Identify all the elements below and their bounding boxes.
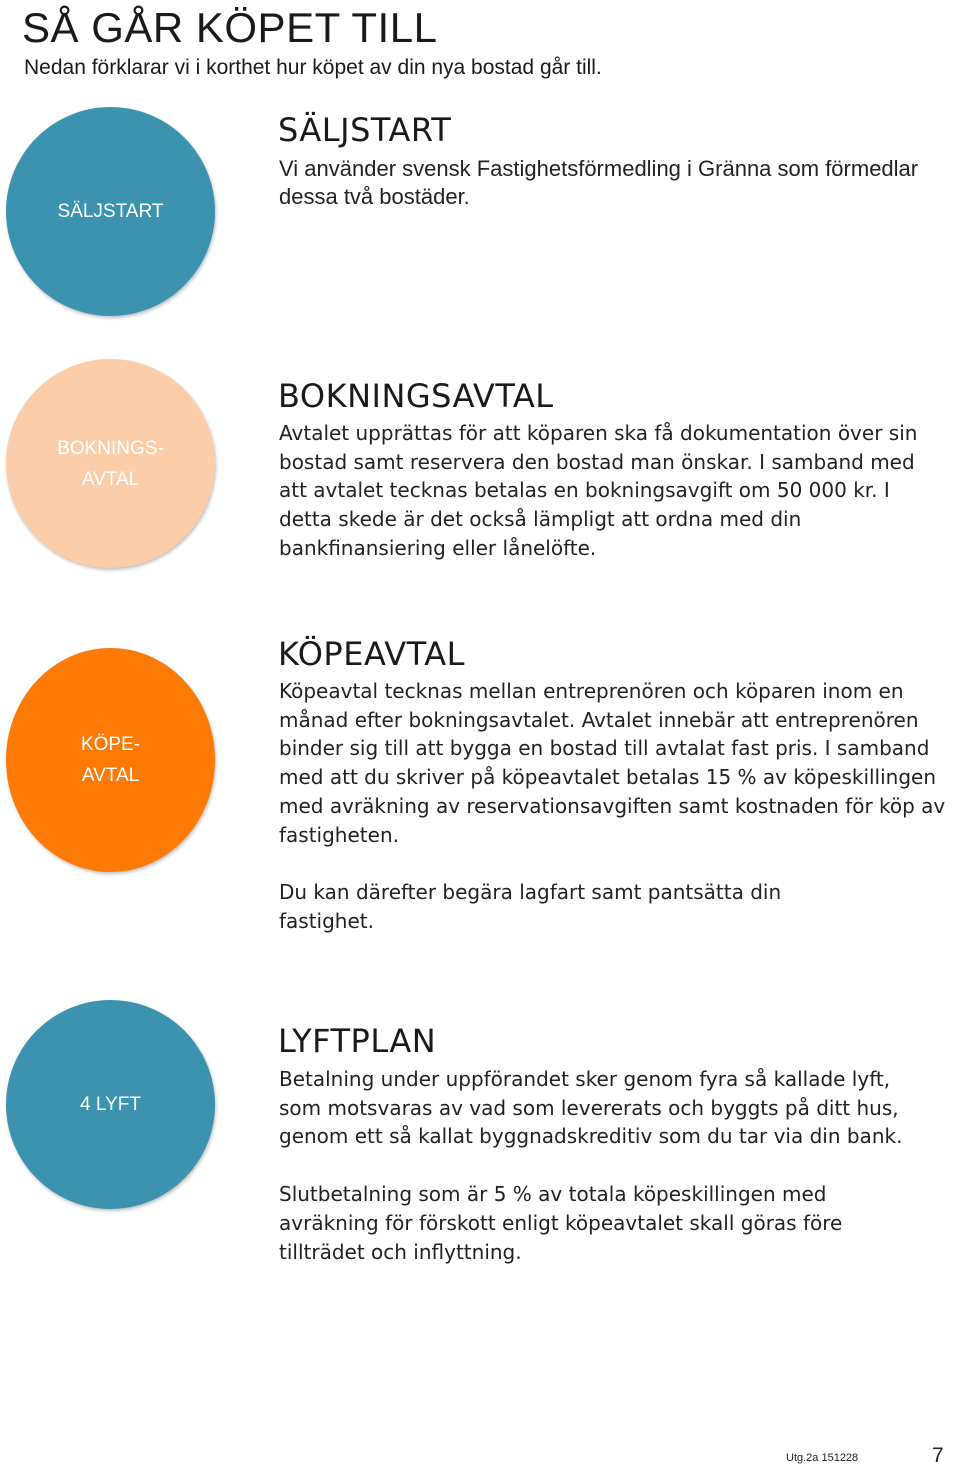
step-text-bokningsavtal [279,419,929,563]
step-paragraph: Du kan därefter begära lagfart samt pantsätta din fastighet. [279,880,782,933]
step-circle-lyftplan [6,1000,215,1209]
step-circle-saljstart [6,107,215,316]
page-number: 7 [932,1444,944,1467]
step-paragraph: Köpeavtal tecknas mellan entreprenören och köparen inom en månad efter bokningsavtalet. Avtalet innebär att entreprenören binder sig till att bygga en bostad till avtalat fast pris. I samband med att du skriver på köpeavtalet betalas 15 % av köpeskillingen med avräkning av reservationsavgiften samt kostnaden för köp av fastigheten. [279,679,946,847]
step-circle-label: KÖPE- AVTAL [80,734,141,786]
step-text-saljstart [279,155,919,211]
step-paragraph: Betalning under uppförandet sker genom fyra så kallade lyft, som motsvaras av vad som levererats och byggts på ditt hus, genom ett så kallat byggnadskreditiv som du tar via din bank. [279,1067,903,1149]
step-title-kopeavtal: KÖPEAVTAL [278,635,465,673]
step-text-lyftplan [279,1065,929,1266]
step-title-lyftplan: LYFTPLAN [278,1022,437,1060]
page-subtitle: Nedan förklarar vi i korthet hur köpet av din nya bostad går till. [24,56,602,79]
step-circle-bokningsavtal [6,359,215,568]
step-circle-kopeavtal [6,648,215,872]
page-title: SÅ GÅR KÖPET TILL [22,4,438,51]
step-paragraph: Slutbetalning som är 5 % av totala köpeskillingen med avräkning för förskott enligt köpeavtalet skall göras före tillträdet och inflyttning. [279,1182,843,1264]
step-paragraph: Avtalet upprättas för att köparen ska få dokumentation över sin bostad samt reservera den bostad man önskar. I samband med att avtalet tecknas betalas en bokningsavgift om 50 000 kr. I detta skede är det också lämpligt att ordna med din bankfinansiering eller lånelöfte. [279,421,918,560]
step-text-kopeavtal [279,677,960,936]
step-title-saljstart: SÄLJSTART [278,111,452,149]
step-paragraph: Vi använder svensk Fastighetsförmedling i Gränna som förmedlar dessa två bostäder. [279,156,919,209]
footer-code: Utg.2a 151228 [786,1452,859,1464]
step-circle-label: 4 LYFT [80,1094,141,1115]
step-circle-label: SÄLJSTART [57,201,164,222]
step-title-bokningsavtal: BOKNINGSAVTAL [278,377,554,415]
step-circle-label: BOKNINGS- AVTAL [57,437,164,490]
